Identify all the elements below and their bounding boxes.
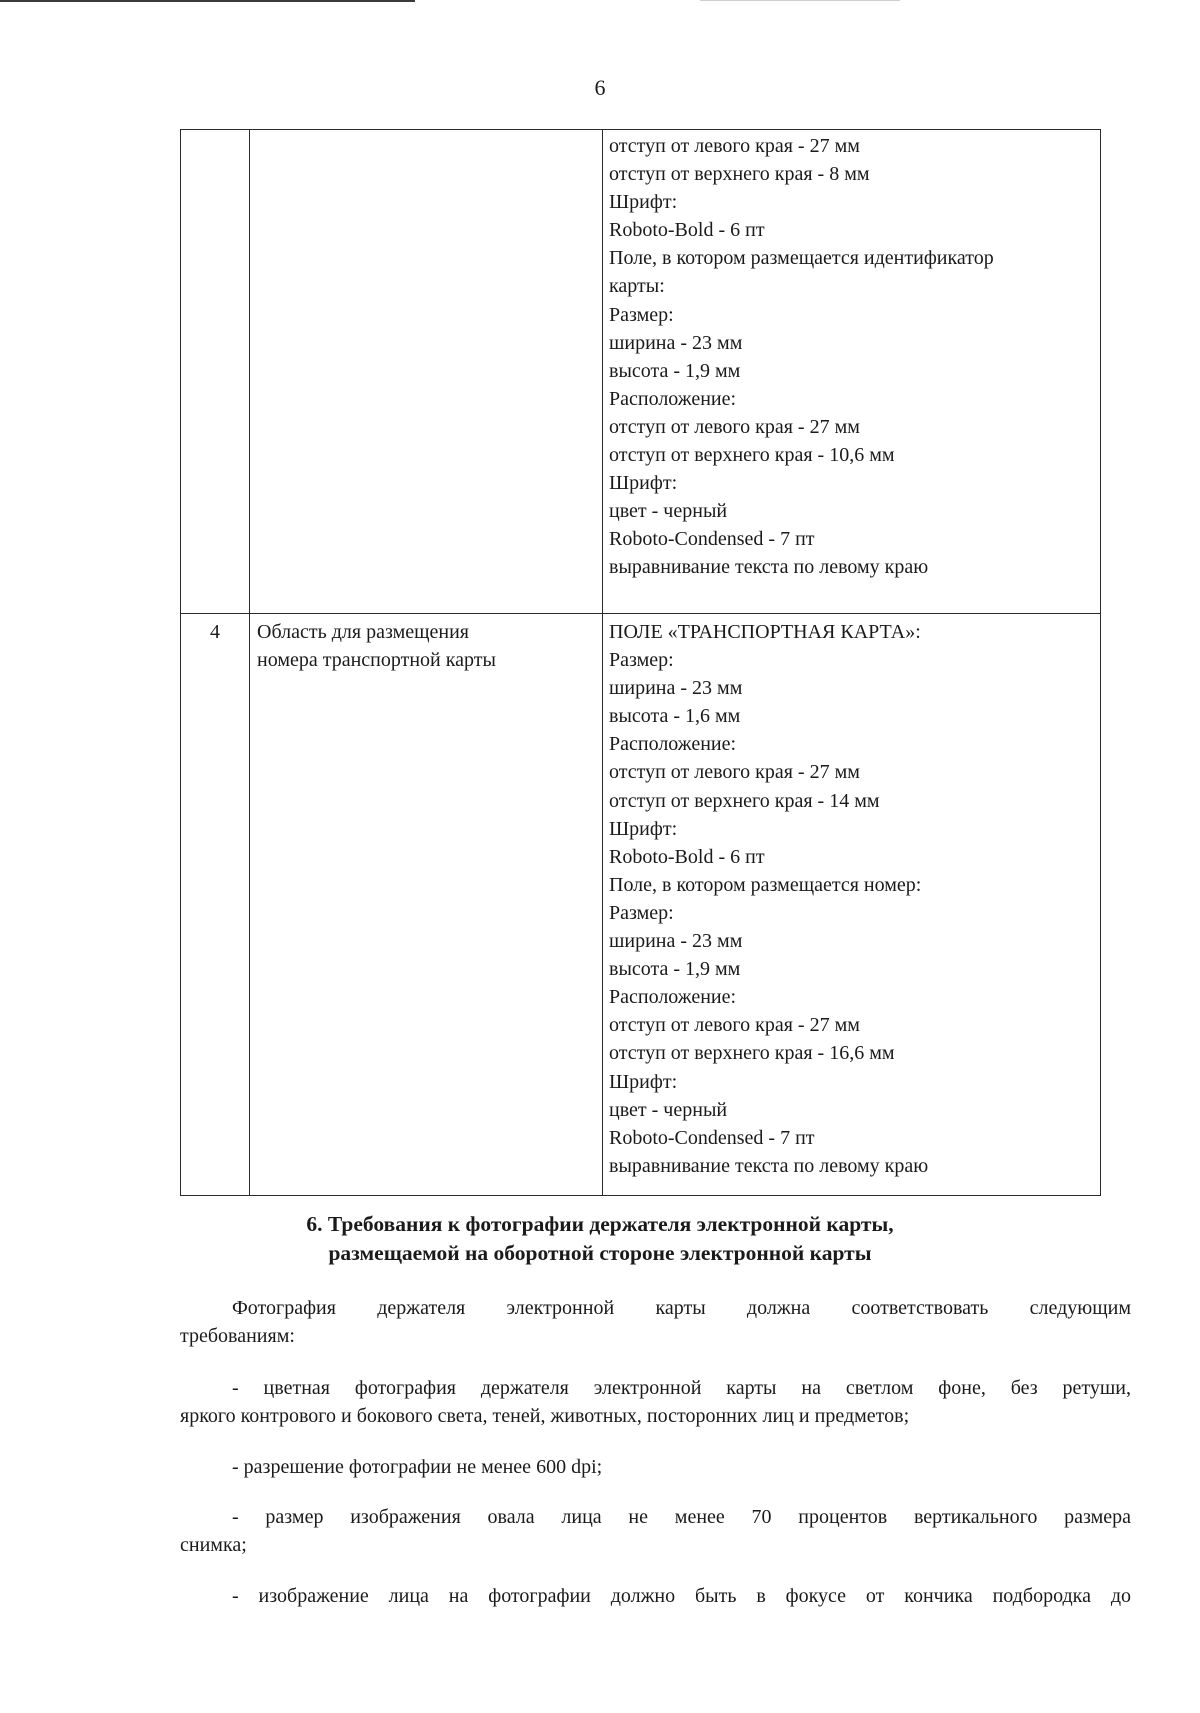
scan-artifact-line <box>700 0 900 1</box>
spec-line: Roboto-Bold - 6 пт <box>609 219 765 242</box>
section-heading <box>0 1210 1200 1268</box>
section-heading-line: размещаемой на оборотной стороне электронной карты <box>328 1241 872 1265</box>
spec-cell <box>603 130 1101 614</box>
spec-line: Расположение: <box>609 733 737 756</box>
spec-line: отступ от левого края - 27 мм <box>609 135 860 157</box>
area-name-cell <box>250 130 603 614</box>
paragraph <box>180 1582 1131 1610</box>
row-number-cell: 4 <box>181 614 250 1196</box>
spec-line: высота - 1,9 мм <box>609 359 741 382</box>
spec-line: отступ от левого края - 27 мм <box>609 1014 860 1037</box>
spec-line: карты: <box>609 275 665 298</box>
specification-table <box>180 129 1101 1196</box>
spec-line: высота - 1,6 мм <box>609 705 741 728</box>
spec-line: отступ от верхнего края - 8 мм <box>609 163 870 186</box>
spec-line: Шрифт: <box>609 472 678 495</box>
spec-line: Roboto-Condensed - 7 пт <box>609 1126 815 1149</box>
area-name-cell <box>250 614 603 1196</box>
spec-line: Расположение: <box>609 986 737 1009</box>
spec-line: отступ от левого края - 27 мм <box>609 415 860 438</box>
spec-line: ширина - 23 мм <box>609 677 743 700</box>
scan-artifact-line <box>0 0 415 2</box>
spec-line: выравнивание текста по левому краю <box>609 556 929 579</box>
spec-line: Roboto-Bold - 6 пт <box>609 845 765 868</box>
paragraph-line: яркого контрового и бокового света, теней, животных, посторонних лиц и предметов; <box>180 1405 910 1427</box>
table-row <box>181 130 1101 614</box>
table-row <box>181 614 1101 1196</box>
spec-line: цвет - черный <box>609 500 728 523</box>
spec-line: Размер: <box>609 901 674 924</box>
spec-line: Шрифт: <box>609 1070 678 1093</box>
page-number: 6 <box>594 75 606 100</box>
spec-line: высота - 1,9 мм <box>609 958 741 981</box>
spec-line: ширина - 23 мм <box>609 331 743 354</box>
spec-line: отступ от верхнего края - 14 мм <box>609 789 880 812</box>
spec-line: цвет - черный <box>609 1098 728 1121</box>
spec-line: Размер: <box>609 649 674 672</box>
spec-line: ширина - 23 мм <box>609 930 743 953</box>
spec-line: Поле, в котором размещается идентификатор <box>609 247 994 270</box>
paragraph <box>180 1503 1131 1559</box>
paragraph-line: Фотография держателя электронной карты должна соответствовать следующим <box>232 1297 1131 1319</box>
spec-line: отступ от левого края - 27 мм <box>609 761 860 784</box>
paragraph-line: - размер изображения овала лица не менее 70 процентов вертикального размера <box>232 1506 1131 1528</box>
paragraph-line: снимка; <box>180 1534 247 1556</box>
spec-line: Поле, в котором размещается номер: <box>609 873 922 896</box>
spec-line: Шрифт: <box>609 191 678 214</box>
spec-line: выравнивание текста по левому краю <box>609 1154 929 1177</box>
spec-line: ПОЛЕ «ТРАНСПОРТНАЯ КАРТА»: <box>609 621 921 643</box>
paragraph-line: требованиям: <box>180 1325 295 1347</box>
spec-cell <box>603 614 1101 1196</box>
row-number-cell <box>181 130 250 614</box>
paragraph <box>180 1374 1131 1430</box>
paragraph-line: - разрешение фотографии не менее 600 dpi; <box>232 1456 603 1478</box>
paragraph <box>180 1453 1131 1481</box>
spec-line: Roboto-Condensed - 7 пт <box>609 528 815 551</box>
spec-line: Размер: <box>609 303 674 326</box>
paragraph-line: - изображение лица на фотографии должно быть в фокусе от кончика подбородка до <box>232 1585 1131 1607</box>
spec-line: Шрифт: <box>609 817 678 840</box>
spec-line: отступ от верхнего края - 10,6 мм <box>609 444 895 467</box>
section-heading-line: 6. Требования к фотографии держателя электронной карты, <box>306 1212 894 1236</box>
area-name-line: Область для размещения <box>257 621 469 643</box>
spec-line: отступ от верхнего края - 16,6 мм <box>609 1042 895 1065</box>
paragraph-line: - цветная фотография держателя электронной карты на светлом фоне, без ретуши, <box>232 1377 1131 1399</box>
area-name-line: номера транспортной карты <box>257 649 496 671</box>
paragraph <box>180 1294 1131 1350</box>
spec-line: Расположение: <box>609 387 737 410</box>
